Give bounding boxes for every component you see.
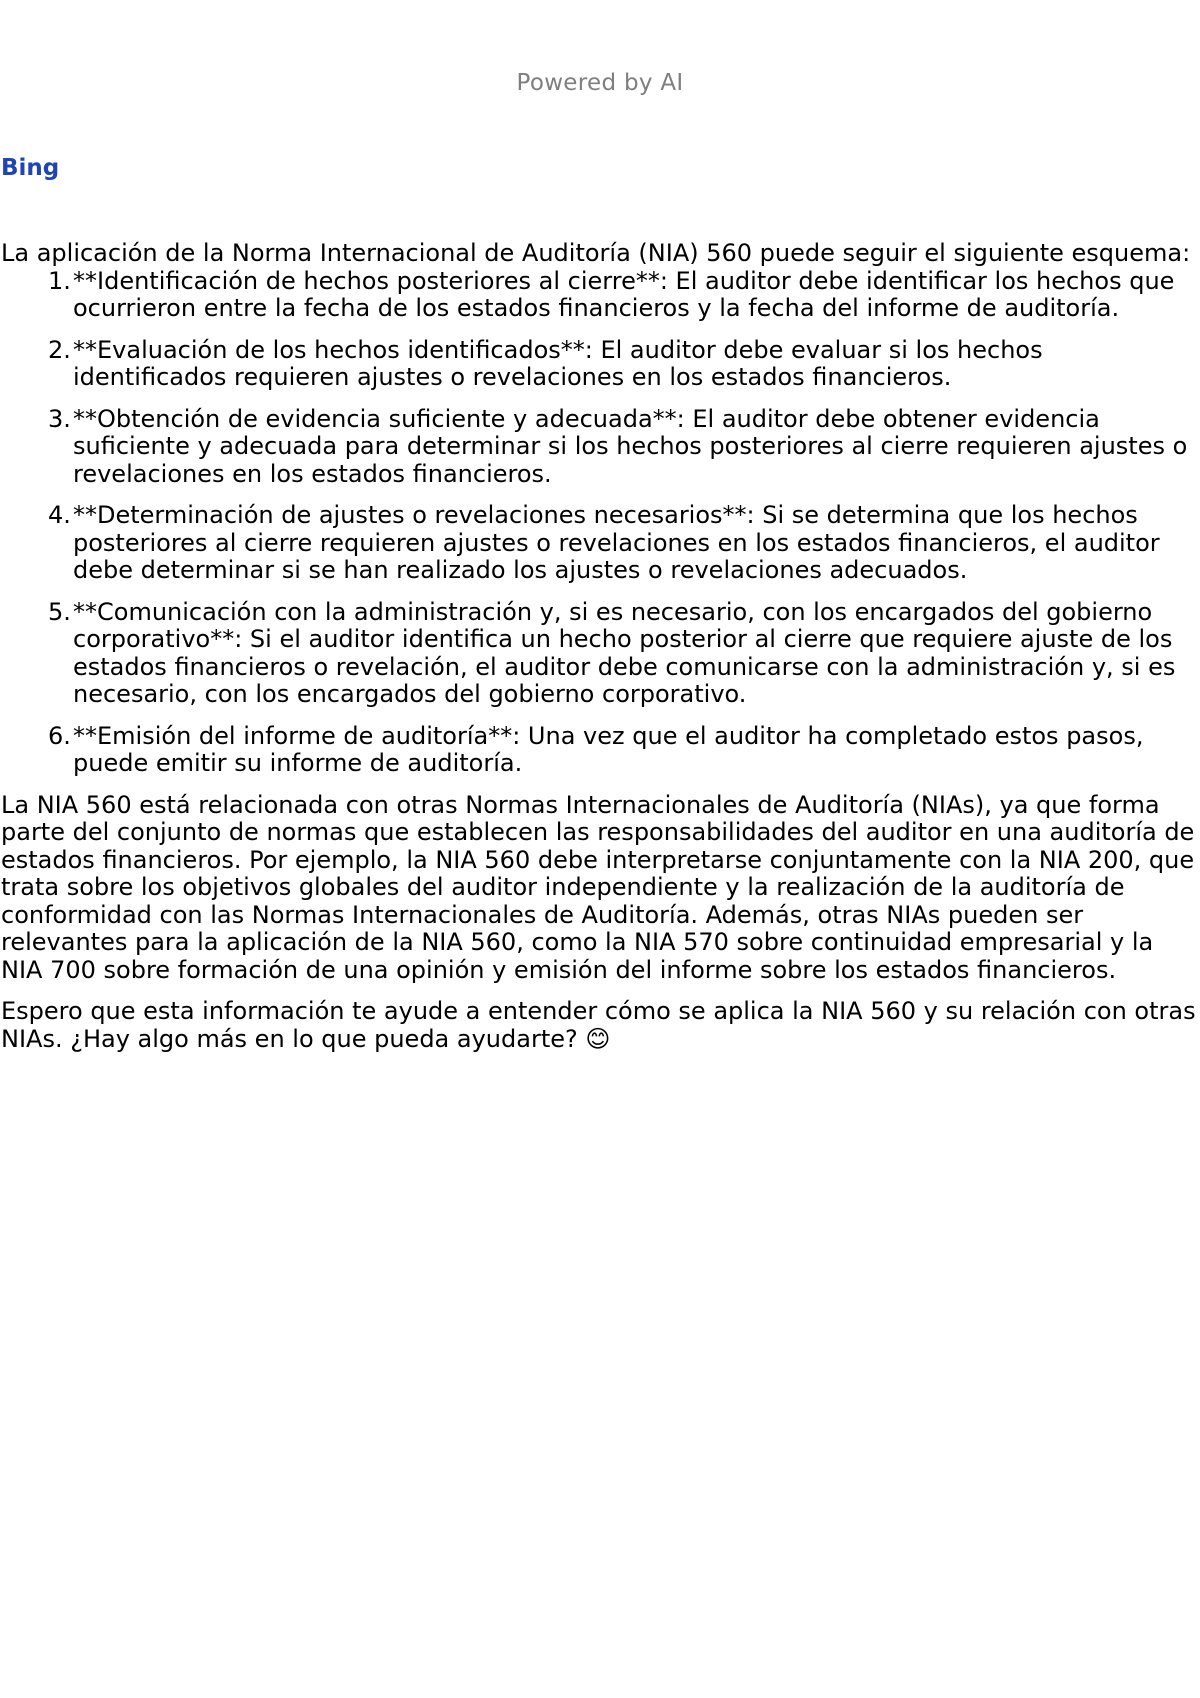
list-item-text: **Determinación de ajustes o revelaciones necesarios**: Si se determina que los hechos posteriores al cierre requieren ajustes o revelaciones en los estados financieros, el auditor debe determinar si se han realizado los ajustes o revelaciones adecuados.: [73, 501, 1160, 584]
list-item-number: 1.: [48, 266, 71, 295]
list-item-text: **Obtención de evidencia suficiente y adecuada**: El auditor debe obtener evidencia suficiente y adecuada para determinar si los hechos posteriores al cierre requieren ajustes o revelaciones en los estados financieros.: [73, 404, 1188, 488]
closing-paragraph: Espero que esta información te ayude a entender cómo se aplica la NIA 560 y su relación con otras NIAs. ¿Hay algo más en lo que pueda ayudarte? 😊: [1, 997, 1196, 1053]
list-item-number: 3.: [48, 404, 71, 433]
list-item-number: 5.: [48, 597, 71, 626]
list-item-number: 6.: [48, 721, 71, 750]
response-content: [1, 240, 1197, 1067]
relation-paragraph: La NIA 560 está relacionada con otras Normas Internacionales de Auditoría (NIAs), ya que forma parte del conjunto de normas que establecen las responsabilidades del auditor en una auditoría de estados financieros. Por ejemplo, la NIA 560 debe interpretarse conjuntamente con la NIA 200, que trata sobre los objetivos globales del auditor independiente y la realización de la auditoría de conformidad con las Normas Internacionales de Auditoría. Además, otras NIAs pueden ser relevantes para la aplicación de la NIA 560, como la NIA 570 sobre continuidad empresarial y la NIA 700 sobre formación de una opinión y emisión del informe sobre los estados financieros.: [1, 790, 1195, 984]
list-item: [48, 335, 1197, 392]
powered-by-label: Powered by AI: [516, 70, 684, 96]
intro-paragraph: La aplicación de la Norma Internacional de Auditoría (NIA) 560 puede seguir el siguiente esquema:: [1, 239, 1191, 267]
list-item: [48, 501, 1197, 585]
list-item: [48, 266, 1197, 323]
list-item-text: **Emisión del informe de auditoría**: Una vez que el auditor ha completado estos pasos, puede emitir su informe de auditoría.: [73, 721, 1144, 777]
list-item-text: **Comunicación con la administración y, si es necesario, con los encargados del gobierno corporativo**: Si el auditor identifica un hecho posterior al cierre que requiere ajuste de los estados financieros o revelación, el auditor debe comunicarse con la administración y, si es necesario, con los encargados del gobierno corporativo.: [73, 597, 1176, 708]
list-item: [48, 404, 1197, 489]
list-item: [48, 597, 1197, 709]
author-name: Bing: [1, 155, 60, 181]
steps-list: [1, 268, 1197, 778]
list-item-number: 2.: [48, 335, 71, 364]
list-item: [48, 721, 1197, 778]
list-item-text: **Identificación de hechos posteriores al cierre**: El auditor debe identificar los hechos que ocurrieron entre la fecha de los estados financieros y la fecha del informe de auditoría.: [73, 266, 1175, 322]
list-item-text: **Evaluación de los hechos identificados**: El auditor debe evaluar si los hechos identificados requieren ajustes o revelaciones en los estados financieros.: [73, 335, 1043, 391]
list-item-number: 4.: [48, 501, 71, 529]
